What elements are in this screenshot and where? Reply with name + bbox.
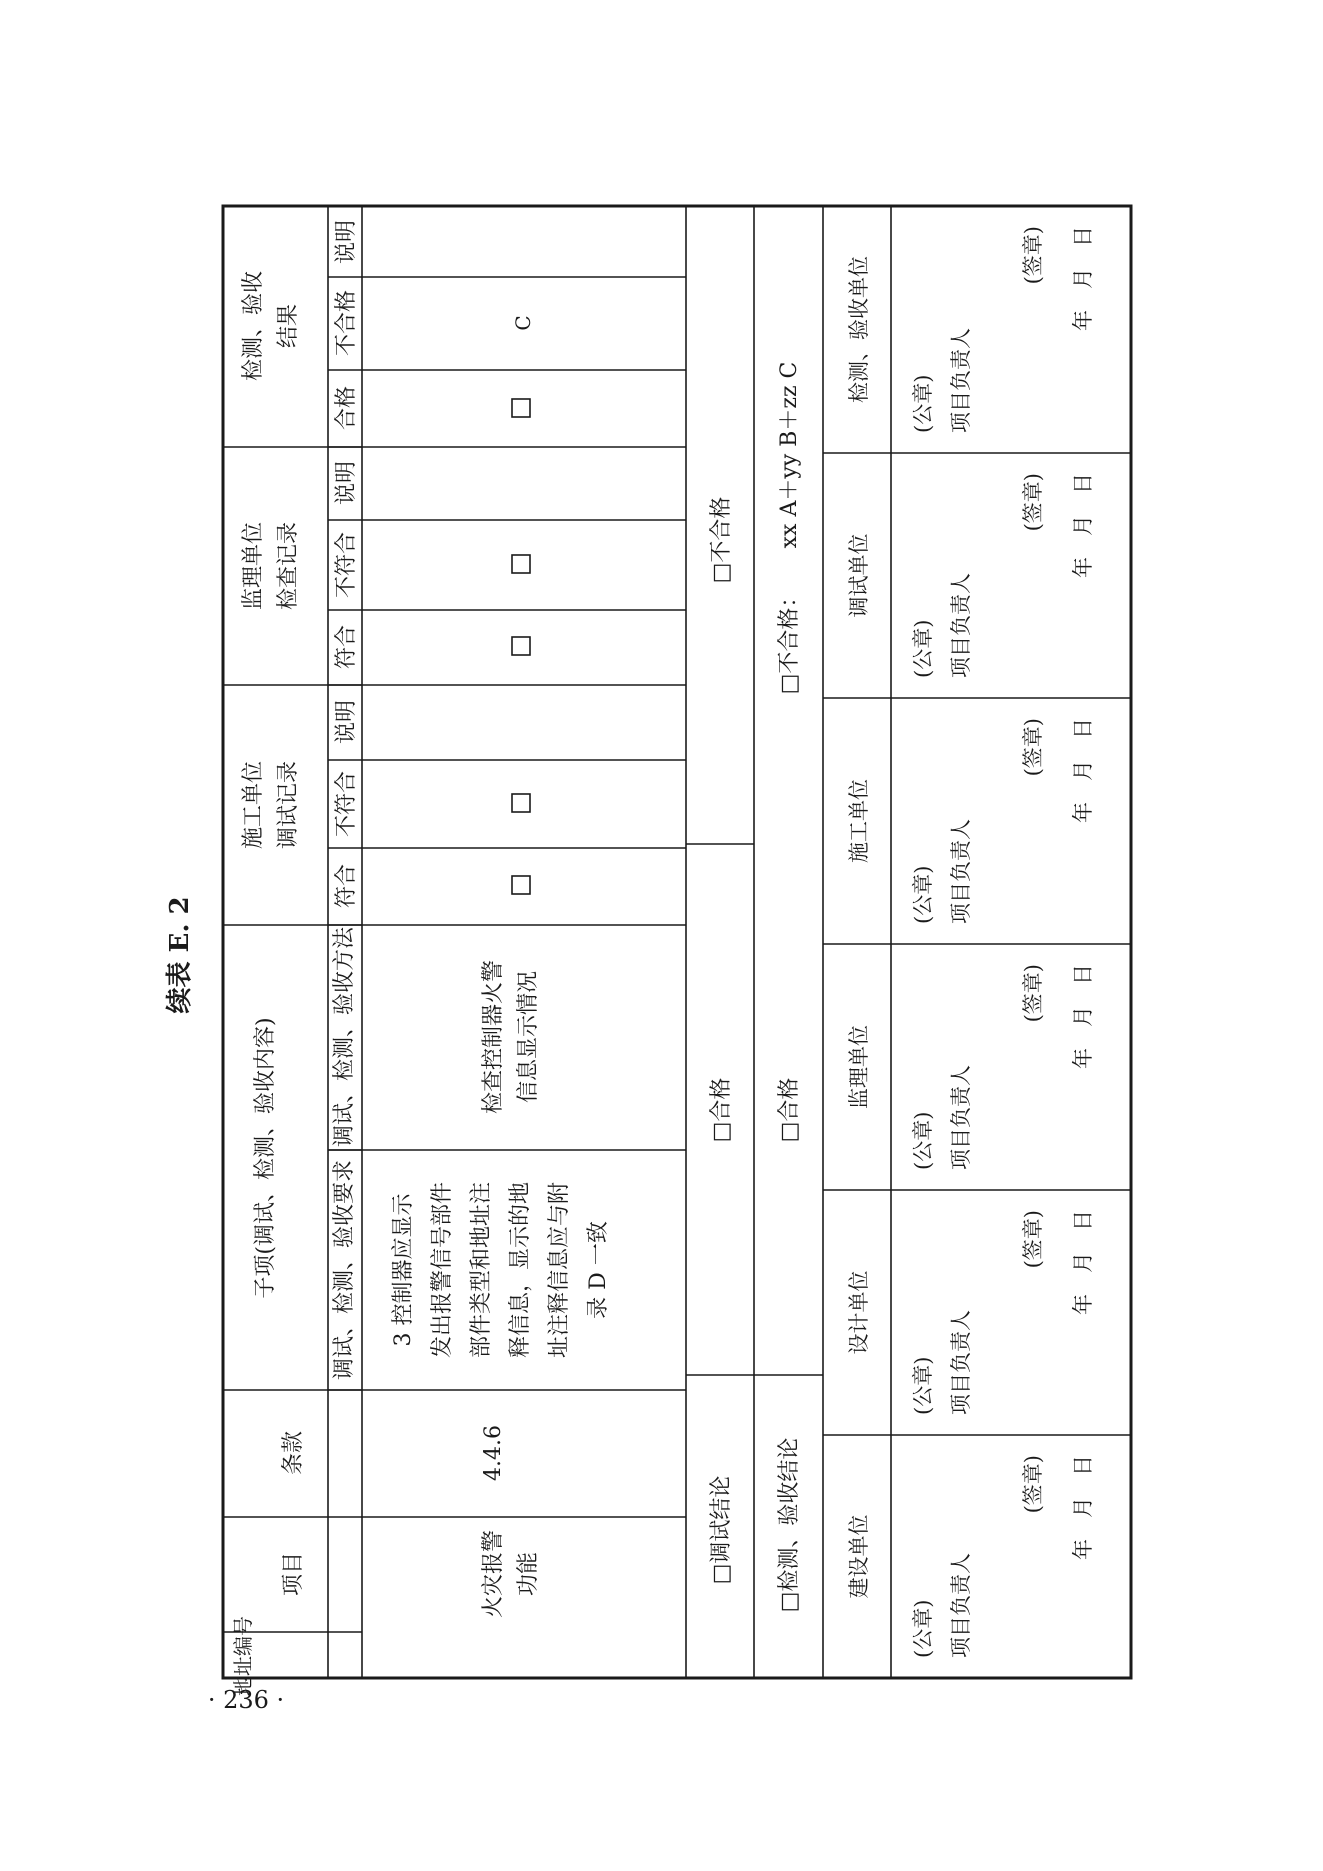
debug-conclusion-label: □调试结论 (709, 1475, 734, 1585)
signature-label: (签章) (1021, 964, 1045, 1023)
signature-block (847, 226, 1095, 433)
header-qualified: 合格 (334, 385, 359, 431)
table-header (231, 220, 359, 1696)
header-note-supervision: 说明 (334, 460, 359, 506)
header-construction-1: 施工单位 (241, 760, 266, 850)
page-number: · 236 · (207, 1686, 285, 1714)
person-label: 项目负责人 (949, 1553, 973, 1658)
header-unqualified: 不合格 (334, 289, 359, 357)
inspect-formula: xx A＋yy B＋zz C (777, 361, 802, 549)
checkbox-supervision-nonconform[interactable] (512, 555, 530, 573)
header-note-construction: 说明 (334, 699, 359, 745)
row-method-line2: 信息显示情况 (516, 970, 541, 1104)
debug-pass[interactable]: □合格 (709, 1077, 734, 1143)
header-conform-supervision: 符合 (334, 624, 359, 670)
row-item-line2: 功能 (516, 1551, 541, 1597)
row-requirement-line: 发出报警信号部件 (430, 1181, 455, 1359)
seal-label: (公章) (911, 1599, 935, 1658)
date-label: 年 月 日 (1071, 964, 1095, 1069)
checkbox-inspection-qualified[interactable] (512, 399, 530, 417)
table-grid (223, 206, 1131, 1678)
signature-block (847, 473, 1095, 678)
header-nonconform-construction: 不符合 (334, 770, 359, 838)
person-label: 项目负责人 (949, 819, 973, 924)
seal-label: (公章) (911, 865, 935, 924)
row-requirement-line: 址注释信息应与附 (547, 1181, 572, 1359)
date-label: 年 月 日 (1071, 226, 1095, 331)
header-conform-construction: 符合 (334, 863, 359, 909)
header-requirement: 调试、检测、验收要求 (332, 1159, 357, 1381)
header-inspection-2: 结果 (276, 303, 301, 349)
row-item-line1: 火灾报警 (481, 1529, 506, 1619)
date-label: 年 月 日 (1071, 1455, 1095, 1560)
header-nonconform-supervision: 不符合 (334, 531, 359, 599)
header-supervision-2: 检查记录 (276, 521, 301, 611)
inspect-fail[interactable]: □不合格： (777, 585, 802, 695)
row-clause: 4.4.6 (481, 1425, 506, 1481)
table-row (391, 315, 611, 1618)
date-label: 年 月 日 (1071, 718, 1095, 823)
signature-block (847, 1210, 1095, 1415)
date-label: 年 月 日 (1071, 1210, 1095, 1315)
inspection-result-mark: C (511, 315, 535, 331)
header-construction-2: 调试记录 (276, 760, 301, 850)
signature-unit: 调试单位 (847, 533, 871, 618)
signature-unit: 检测、验收单位 (847, 256, 871, 403)
seal-label: (公章) (911, 1111, 935, 1170)
signature-label: (签章) (1021, 226, 1045, 285)
person-label: 项目负责人 (949, 573, 973, 678)
header-note-inspection: 说明 (334, 219, 359, 265)
signature-label: (签章) (1021, 1210, 1045, 1269)
header-inspection-1: 检测、验收 (241, 270, 266, 382)
header-method: 调试、检测、验收方法 (332, 926, 357, 1148)
page-title: 续表 E. 2 (165, 896, 195, 1014)
seal-label: (公章) (911, 619, 935, 678)
seal-label: (公章) (911, 1356, 935, 1415)
person-label: 项目负责人 (949, 1065, 973, 1170)
signature-section (847, 226, 1095, 1658)
inspect-pass[interactable]: □合格 (777, 1077, 802, 1143)
signature-unit: 监理单位 (847, 1025, 871, 1109)
row-requirement-line: 部件类型和地址注 (469, 1181, 494, 1359)
seal-label: (公章) (911, 374, 935, 433)
debug-fail[interactable]: □不合格 (709, 496, 734, 584)
row-method-line1: 检查控制器火警 (481, 959, 506, 1115)
signature-block (847, 718, 1095, 924)
checkbox-supervision-conform[interactable] (512, 637, 530, 655)
row-requirement-line: 录 D 一致 (586, 1221, 611, 1319)
inspect-conclusion-label: □检测、验收结论 (777, 1437, 802, 1613)
header-clause: 条款 (281, 1430, 306, 1476)
signature-block (847, 1455, 1095, 1658)
header-item: 项目 (281, 1551, 306, 1597)
checkbox-construction-conform[interactable] (512, 876, 530, 894)
signature-block (847, 964, 1095, 1170)
conclusions (709, 362, 802, 1613)
signature-label: (签章) (1021, 473, 1045, 532)
signature-label: (签章) (1021, 718, 1045, 777)
header-supervision-1: 监理单位 (241, 521, 266, 611)
header-address-no: 地址编号 (231, 1616, 255, 1696)
date-label: 年 月 日 (1071, 473, 1095, 578)
person-label: 项目负责人 (949, 328, 973, 433)
row-requirement (391, 1182, 611, 1358)
signature-unit: 设计单位 (847, 1270, 871, 1355)
row-requirement-line: 3 控制器应显示 (391, 1193, 416, 1347)
signature-unit: 建设单位 (847, 1514, 871, 1599)
checkbox-construction-nonconform[interactable] (512, 794, 530, 812)
row-requirement-line: 释信息，显示的地 (508, 1181, 533, 1359)
signature-label: (签章) (1021, 1455, 1045, 1514)
header-subitem-title: 子项(调试、检测、验收内容) (253, 1017, 278, 1299)
signature-unit: 施工单位 (847, 779, 871, 863)
person-label: 项目负责人 (949, 1310, 973, 1415)
